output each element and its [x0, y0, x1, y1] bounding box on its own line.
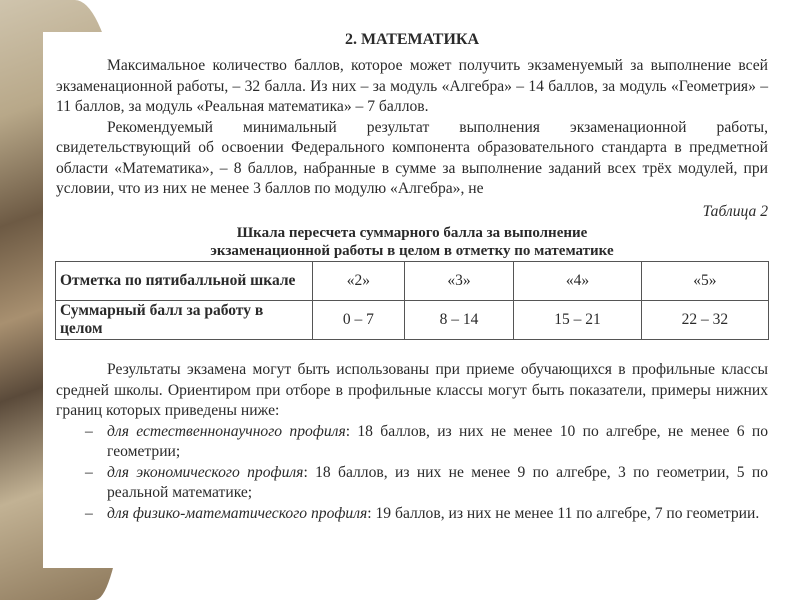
profile-list	[56, 422, 768, 525]
table-cell: «2»	[313, 262, 405, 301]
table-number: Таблица 2	[702, 202, 768, 220]
results-section	[56, 360, 768, 524]
table-cell: 22 – 32	[641, 301, 768, 340]
paragraph-max-score: Максимальное количество баллов, которое может получить экзаменуемый за выполнение всей экзаменационной работы, – 32 балла. Из них – за модуль «Алгебра» – 14 баллов, за модуль «Геометрия» – 11 баллов, за модуль «Реальная математика» – 7 баллов.	[56, 57, 768, 115]
list-item	[56, 504, 768, 525]
table-caption	[56, 224, 768, 260]
row-header: Суммарный балл за работу в целом	[56, 301, 313, 340]
caption-line: экзаменационной работы в целом в отметку по математике	[210, 243, 614, 259]
table-cell: «5»	[641, 262, 768, 301]
profile-text: : 18 баллов, из них не менее 9 по алгебре, 3 по геометрии, 5 по реальной математике;	[107, 463, 768, 501]
caption-line: Шкала пересчета суммарного балла за выполнение	[236, 225, 588, 241]
dash: –	[85, 463, 93, 481]
profile-text: : 19 баллов, из них не менее 11 по алгебре, 7 по геометрии.	[367, 504, 760, 522]
profile-name: для физико-математического профиля	[107, 504, 368, 522]
table-cell: «4»	[514, 262, 641, 301]
grade-scale-table	[55, 261, 769, 340]
profile-name: для естественнонаучного профиля	[107, 422, 346, 440]
document-content	[56, 30, 768, 524]
table-cell: 0 – 7	[313, 301, 405, 340]
paragraph-results: Результаты экзамена могут быть использованы при приеме обучающихся в профильные классы средней школы. Ориентиром при отборе в профильные классы могут быть показатели, примеры нижних границ которых приведены ниже:	[56, 361, 768, 419]
table-cell: «3»	[404, 262, 514, 301]
table-row	[56, 301, 769, 340]
dash: –	[85, 422, 93, 440]
table-cell: 15 – 21	[514, 301, 641, 340]
list-item	[56, 422, 768, 463]
profile-name: для экономического профиля	[107, 463, 304, 481]
paragraph-min-score: Рекомендуемый минимальный результат выполнения экзаменационной работы, свидетельствующий об освоении Федерального компонента образовательного стандарта в предметной области «Математика», – 8 баллов, набранные в сумме за выполнение заданий всех трёх модулей, при условии, что из них не менее 3 баллов по модулю «Алгебра», не	[56, 118, 768, 197]
table-cell: 8 – 14	[404, 301, 514, 340]
profile-text: : 18 баллов, из них не менее 10 по алгебре, не менее 6 по геометрии;	[107, 422, 768, 460]
list-item	[56, 463, 768, 504]
section-title: 2. МАТЕМАТИКА	[344, 31, 480, 48]
table-row	[56, 262, 769, 301]
dash: –	[85, 504, 93, 522]
row-header: Отметка по пятибалльной шкале	[56, 262, 313, 301]
